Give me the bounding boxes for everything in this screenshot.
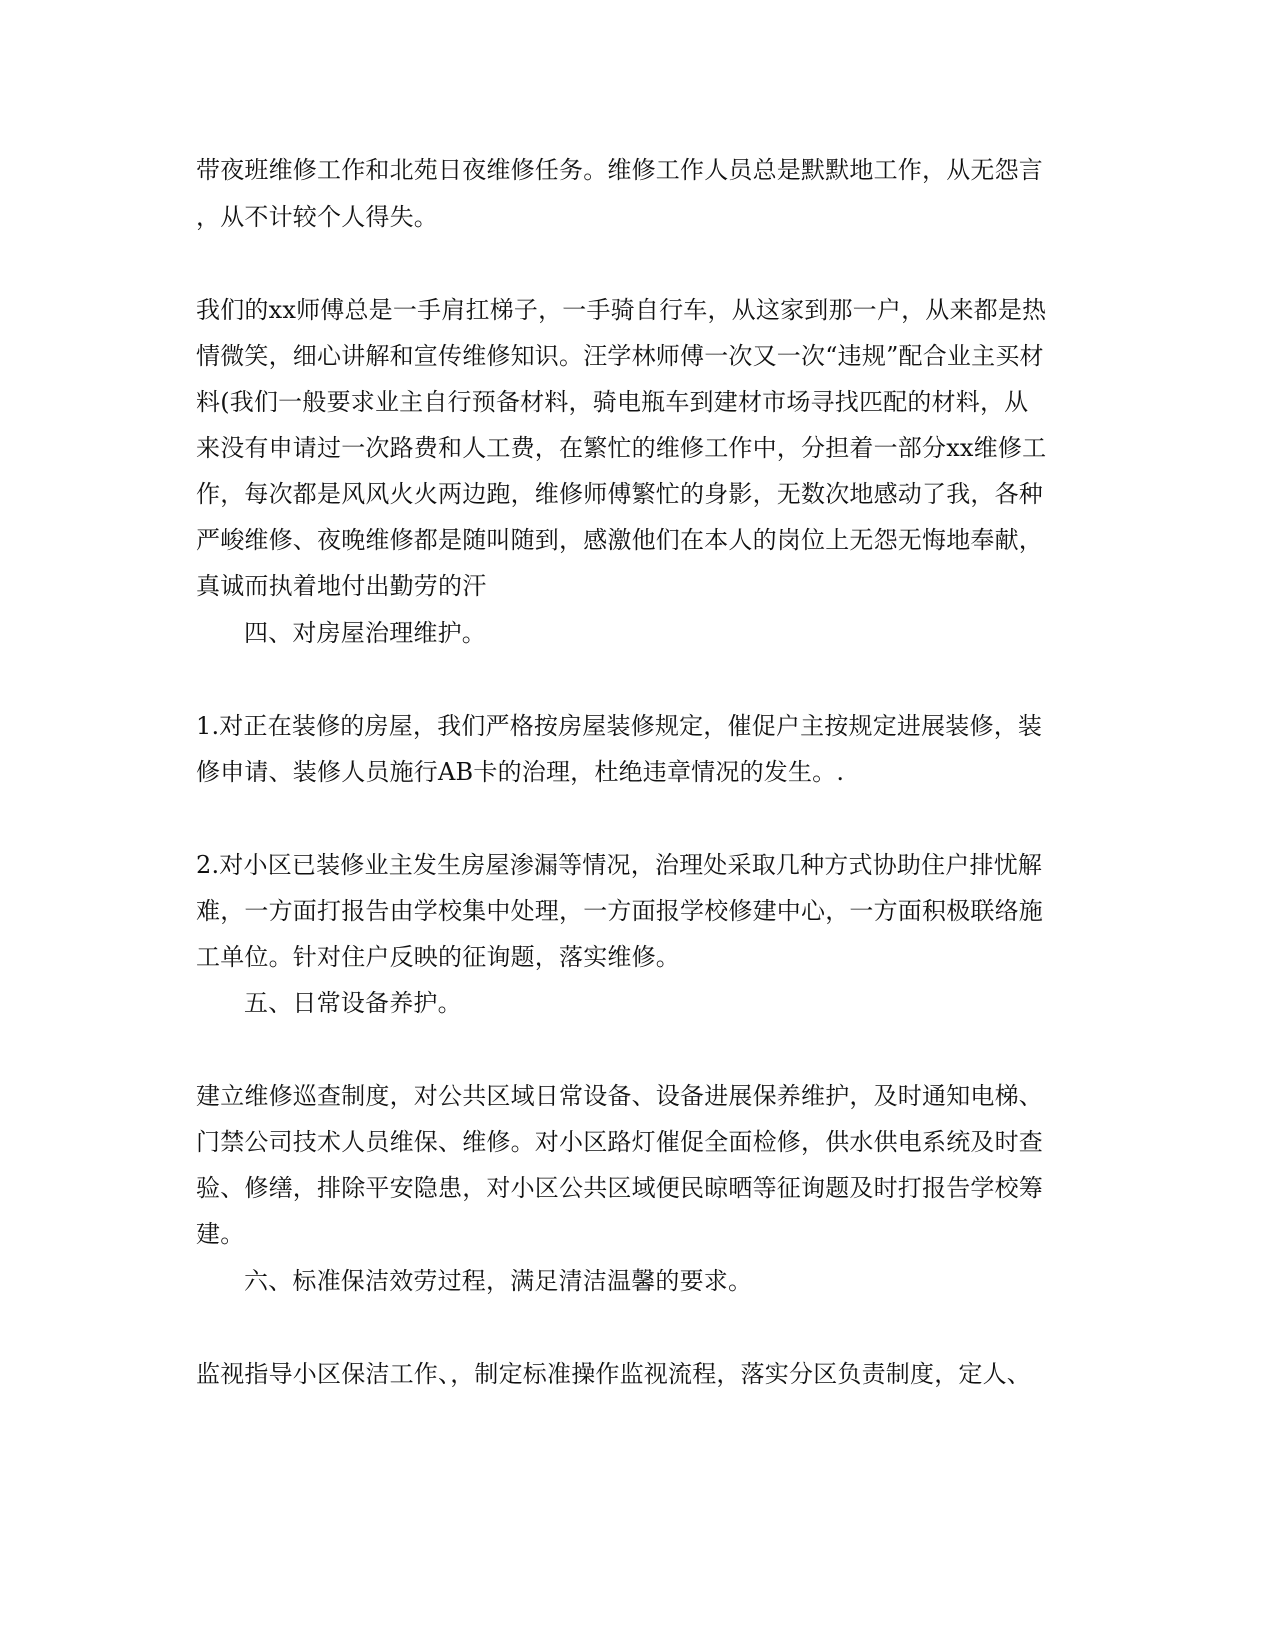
- section-heading: 五、日常设备养护。: [244, 989, 462, 1017]
- paragraph-line: 料(我们一般要求业主自行预备材料，骑电瓶车到建材市场寻找匹配的材料，从: [196, 388, 1029, 416]
- paragraph-line: 我们的xx师傅总是一手肩扛梯子，一手骑自行车，从这家到那一户，从来都是热: [196, 296, 1047, 324]
- paragraph-line: 带夜班维修工作和北苑日夜维修任务。维修工作人员总是默默地工作，从无怨言: [196, 156, 1043, 184]
- paragraph-line: 严峻维修、夜晚维修都是随叫随到，感激他们在本人的岗位上无怨无悔地奉献，: [196, 526, 1043, 554]
- paragraph-line: 来没有申请过一次路费和人工费，在繁忙的维修工作中，分担着一部分xx维修工: [196, 434, 1047, 462]
- paragraph-line: 建。: [196, 1220, 245, 1248]
- paragraph-line: 工单位。针对住户反映的征询题，落实维修。: [196, 943, 680, 971]
- paragraph-line: 门禁公司技术人员维保、维修。对小区路灯催促全面检修，供水供电系统及时查: [196, 1128, 1043, 1156]
- paragraph-line: 1.对正在装修的房屋，我们严格按房屋装修规定，催促户主按规定进展装修，装: [196, 712, 1043, 740]
- paragraph-line: 2.对小区已装修业主发生房屋渗漏等情况，治理处采取几种方式协助住户排忧解: [196, 851, 1043, 879]
- section-heading: 六、标准保洁效劳过程，满足清洁温馨的要求。: [244, 1267, 753, 1295]
- paragraph-line: 监视指导小区保洁工作、，制定标准操作监视流程，落实分区负责制度，定人、: [196, 1360, 1031, 1388]
- paragraph-line: 验、修缮，排除平安隐患，对小区公共区域便民晾晒等征询题及时打报告学校筹: [196, 1174, 1043, 1202]
- paragraph-line: 真诚而执着地付出勤劳的汗: [196, 572, 487, 600]
- paragraph-line: 难，一方面打报告由学校集中处理，一方面报学校修建中心，一方面积极联络施: [196, 897, 1043, 925]
- paragraph-line: 修申请、装修人员施行AB卡的治理，杜绝违章情况的发生。.: [196, 758, 845, 786]
- paragraph-line: 作，每次都是风风火火两边跑，维修师傅繁忙的身影，无数次地感动了我，各种: [196, 480, 1043, 508]
- section-heading: 四、对房屋治理维护。: [244, 619, 486, 647]
- paragraph-line: 情微笑，细心讲解和宣传维修知识。汪学林师傅一次又一次“违规”配合业主买材: [196, 342, 1044, 370]
- paragraph-line: 建立维修巡查制度，对公共区域日常设备、设备进展保养维护，及时通知电梯、: [196, 1082, 1043, 1110]
- paragraph-line: ，从不计较个人得失。: [196, 203, 438, 231]
